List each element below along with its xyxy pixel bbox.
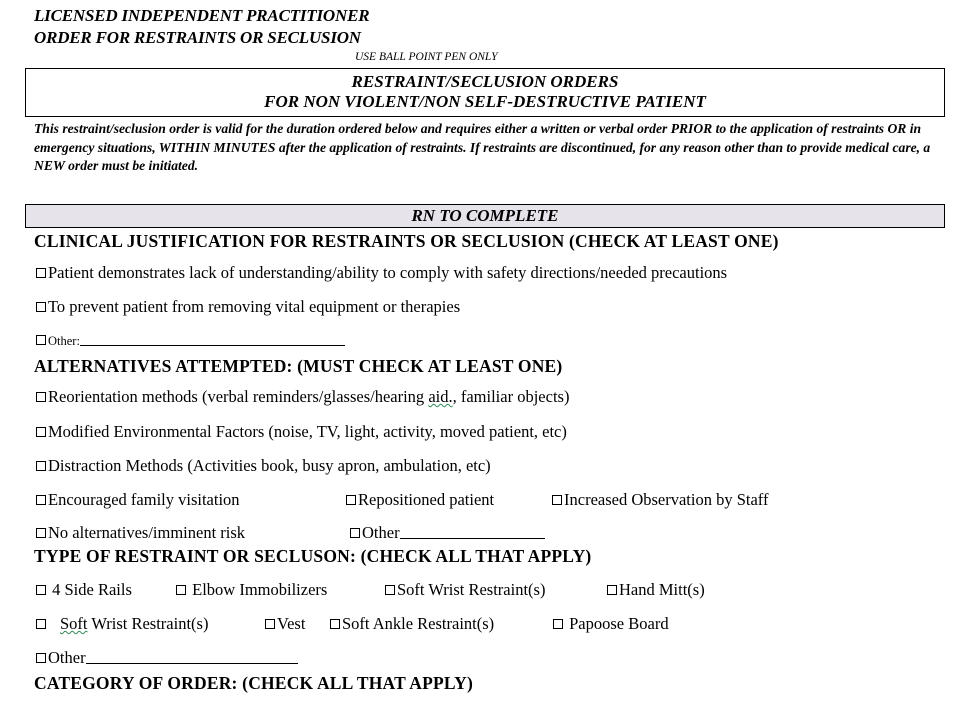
restraint-option-hand-mitt[interactable]: Hand Mitt(s) [607,580,705,600]
orders-box-line2: FOR NON VIOLENT/NON SELF-DESTRUCTIVE PATIENT [264,92,706,111]
pen-note: USE BALL POINT PEN ONLY [355,51,498,63]
alt-option-reorientation[interactable]: Reorientation methods (verbal reminders/glasses/hearing aid., familiar objects) [36,387,569,407]
alt-option-environmental[interactable]: Modified Environmental Factors (noise, TV, light, activity, moved patient, etc) [36,422,567,442]
checkbox[interactable] [385,585,395,595]
restraint-option-soft-ankle[interactable]: Soft Ankle Restraint(s) [330,614,494,634]
checkbox[interactable] [36,268,46,278]
clinical-option-vital-equipment[interactable]: To prevent patient from removing vital equipment or therapies [36,297,460,317]
checkbox[interactable] [265,619,275,629]
restraint-option-other[interactable]: Other [36,648,298,668]
validity-paragraph: This restraint/seclusion order is valid for the duration ordered below and requires either a written or verbal order PRIOR to the application of restraints OR in emergency situations, WITHIN MINUTES after the application of restraints. If restraints are discontinued, for any reason other than to provide medical care, a NEW order must be initiated. [34,121,931,173]
checkbox[interactable] [36,302,46,312]
restraint-option-soft-wrist[interactable]: Soft Wrist Restraint(s) [385,580,545,600]
alt-option-repositioned[interactable]: Repositioned patient [346,490,494,510]
clinical-option-understanding[interactable]: Patient demonstrates lack of understanding/ability to comply with safety directions/needed precautions [36,263,727,283]
orders-box [25,68,945,117]
checkbox[interactable] [36,427,46,437]
checkbox[interactable] [36,495,46,505]
checkbox[interactable] [36,585,46,595]
alt-option-family-visitation[interactable]: Encouraged family visitation [36,490,240,510]
orders-box-line1: RESTRAINT/SECLUSION ORDERS [351,72,619,91]
alt-option-increased-observation[interactable]: Increased Observation by Staff [552,490,769,510]
restraint-option-papoose-board[interactable]: Papoose Board [553,614,669,634]
alt-option-no-alternatives[interactable]: No alternatives/imminent risk [36,523,245,543]
restraint-option-elbow-immobilizers[interactable]: Elbow Immobilizers [176,580,327,600]
restraint-type-heading: TYPE OF RESTRAINT OR SECLUSON: (CHECK ALL THAT APPLY) [34,546,592,566]
clinical-heading: CLINICAL JUSTIFICATION FOR RESTRAINTS OR SECLUSION (CHECK AT LEAST ONE) [34,231,779,251]
alt-other-field[interactable] [400,525,545,539]
restraint-option-vest[interactable]: Vest [265,614,305,634]
checkbox[interactable] [36,335,46,345]
rn-banner [25,204,945,228]
form-title-line2: ORDER FOR RESTRAINTS OR SECLUSION [34,28,361,47]
checkbox[interactable] [36,461,46,471]
checkbox[interactable] [36,619,46,629]
checkbox[interactable] [346,495,356,505]
alternatives-heading: ALTERNATIVES ATTEMPTED: (MUST CHECK AT LEAST ONE) [34,356,563,376]
restraint-option-soft-wrist-2[interactable]: Soft Wrist Restraint(s) [36,614,208,634]
clinical-other-field[interactable] [80,332,345,346]
checkbox[interactable] [330,619,340,629]
checkbox[interactable] [36,392,46,402]
checkbox[interactable] [176,585,186,595]
checkbox[interactable] [552,495,562,505]
checkbox[interactable] [607,585,617,595]
checkbox[interactable] [350,528,360,538]
checkbox[interactable] [36,653,46,663]
restraint-other-field[interactable] [86,650,298,664]
restraint-option-side-rails[interactable]: 4 Side Rails [36,580,132,600]
form-title-line1: LICENSED INDEPENDENT PRACTITIONER [34,6,370,25]
category-heading: CATEGORY OF ORDER: (CHECK ALL THAT APPLY) [34,673,473,693]
alt-option-other[interactable]: Other [350,523,545,543]
rn-banner-text: RN TO COMPLETE [411,206,559,225]
alt-option-distraction[interactable]: Distraction Methods (Activities book, busy apron, ambulation, etc) [36,456,491,476]
checkbox[interactable] [36,528,46,538]
checkbox[interactable] [553,619,563,629]
clinical-option-other[interactable]: Other: [36,332,345,350]
